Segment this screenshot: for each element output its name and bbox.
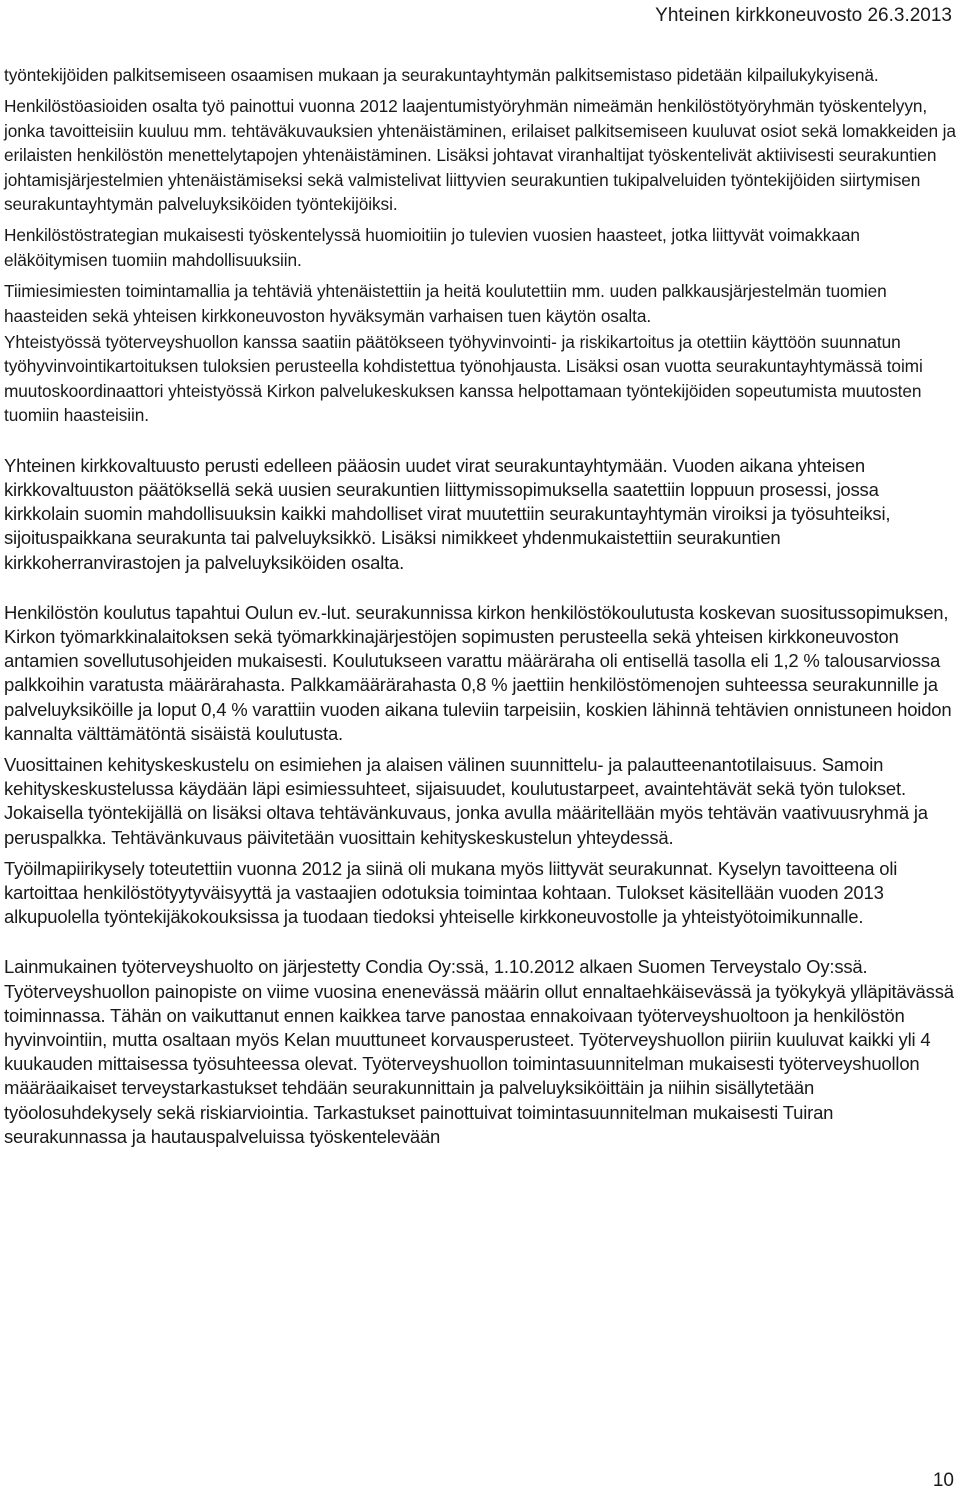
paragraph-development-discussion: Vuosittainen kehityskeskustelu on esimiehen ja alaisen välinen suunnittelu- ja palautteenantotilaisuus. Samoin kehityskeskustelussa käydään läpi esimiessuhteet, sijaisuudet, koulutustarpeet, avaintehtävät sekä työn tulokset. Jokaisella työntekijällä on lisäksi oltava tehtävänkuvaus, jonka avulla määritellään myös tehtävän vaativuusryhmä ja peruspalkka. Tehtävänkuvaus päivitetään vuosittain kehityskeskustelun yhteydessä.: [4, 753, 928, 848]
paragraph-rewards-continuation: työntekijöiden palkitsemiseen osaamisen mukaan ja seurakuntayhtymän palkitsemistaso pidetään kilpailukykyisenä.: [4, 65, 879, 85]
paragraph-workplace-survey: Työilmapiirikysely toteutettiin vuonna 2012 ja siinä oli mukana myös liittyvät seurakunnat. Kyselyn tavoitteena oli kartoittaa henkilöstötyytyväisyyttä ja vastaajien odotuksia toimintaa kohtaan. Tulokset käsitellään vuoden 2013 alkupuolella työntekijäkokouksissa ja tuodaan tiedoksi yhteiselle kirkkoneuvostolle ja yhteistyötoimikunnalle.: [4, 857, 898, 928]
paragraph-occupational-health-care: Lainmukainen työterveyshuolto on järjestetty Condia Oy:ssä, 1.10.2012 alkaen Suomen Terveystalo Oy:ssä. Työterveyshuollon painopiste on viime vuosina enenevässä määrin ollut ennaltaehkäisevässä ja työkykyä ylläpitävässä toiminnassa. Tähän on vaikuttanut ennen kaikkea tarve panostaa ennakoivaan työterveyshuoltoon ja henkilöstön hyvinvointiin, mutta osaltaan myös Kelan muuttuneet korvausperusteet. Työterveyshuollon piiriin kuuluvat kaikki yli 4 kuukauden mittaisessa työsuhteessa olevat. Työterveyshuollon toimintasuunnitelman mukaisesti työterveyshuollon määräaikaiset terveystarkastukset tehdään seurakunnittain ja palveluyksiköittäin ja niihin sisällytetään työolosuhdekysely sekä riskiarviointia. Tarkastukset painottuivat toimintasuunnitelman mukaisesti Tuiran seurakunnassa ja hautauspalveluissa työskentelevään: [4, 956, 954, 1147]
document-body: [4, 63, 956, 1149]
page-number: 10: [932, 1470, 954, 1491]
paragraph-occupational-health-cooperation: Yhteistyössä työterveyshuollon kanssa saatiin päätökseen työhyvinvointi- ja riskikartoitus ja otettiin käyttöön suunnatun työhyvinvointikartoituksen tuloksien perusteella kohdistettua työnohjausta. Lisäksi osan vuotta seurakuntayhtymässä toimi muutoskoordinaattori yhteistyössä Kirkon palvelukeskuksen kanssa helpottamaan työntekijöiden sopeutumista muutosten tuomiin haasteisiin.: [4, 332, 923, 426]
running-header: Yhteinen kirkkoneuvosto 26.3.2013: [655, 5, 952, 26]
paragraph-new-positions: Yhteinen kirkkovaltuusto perusti edelleen pääosin uudet virat seurakuntayhtymään. Vuoden aikana yhteisen kirkkovaltuuston päätöksellä sekä uusien seurakuntien liittymissopimuksella saatettiin loppuun prosessi, jossa kirkkolain suomin mahdollisuuksin kaikki mahdolliset virat muutettiin seurakuntayhtymän viroiksi ja työsuhteiksi, sijoituspaikkana seurakunta tai palveluyksikkö. Lisäksi nimikkeet yhdenmukaistettiin seurakuntien kirkkoherranvirastojen ja palveluyksiköiden osalta.: [4, 454, 891, 573]
paragraph-hr-strategy: Henkilöstöstrategian mukaisesti työskentelyssä huomioitiin jo tulevien vuosien haasteet, jotka liittyvät voimakkaan eläköitymisen tuomiin mahdollisuuksiin.: [4, 225, 860, 270]
paragraph-staff-training: Henkilöstön koulutus tapahtui Oulun ev.-lut. seurakunnissa kirkon henkilöstökoulutusta koskevan suositussopimuksen, Kirkon työmarkkinalaitoksen sekä työmarkkinajärjestöjen sopimusten perusteella sekä yhteisen kirkkoneuvoston antamien sovellutusohjeiden mukaisesti. Koulutukseen varattu määräraha oli entisellä tasolla eli 1,2 % talousarviossa palkkoihin varatusta määrärahasta. Palkkamäärärahasta 0,8 % jaettiin henkilöstömenojen suhteessa seurakunnille ja palveluyksiköille ja loput 0,4 % varattiin vuoden aikana tuleviin tarpeisiin, koskien lähinnä tehtävien onnistuneen hoidon kannalta välttämätöntä sisäistä koulutusta.: [4, 601, 952, 744]
paragraph-team-leaders: Tiimiesimiesten toimintamallia ja tehtäviä yhtenäistettiin ja heitä koulutettiin mm. uuden palkkausjärjestelmän tuomien haasteiden sekä yhteisen kirkkoneuvoston hyväksymän varhaisen tuen käytön osalta.: [4, 281, 887, 326]
paragraph-hr-working-group: Henkilöstöasioiden osalta työ painottui vuonna 2012 laajentumistyöryhmän nimeämän henkilöstötyöryhmän työskentelyyn, jonka tavoitteisiin kuuluu mm. tehtäväkuvauksien yhtenäistäminen, erilaiset palkitsemiseen kuuluvat osiot sekä lomakkeiden ja erilaisten henkilöstön menettelytapojen yhtenäistäminen. Lisäksi johtavat viranhaltijat työskentelivät aktiivisesti seurakuntien johtamisjärjestelmien yhtenäistämiseksi sekä valmistelivat liittyvien seurakuntien tukipalveluiden työntekijöiden siirtymisen seurakuntayhtymän palveluyksiköiden työntekijöiksi.: [4, 96, 956, 215]
